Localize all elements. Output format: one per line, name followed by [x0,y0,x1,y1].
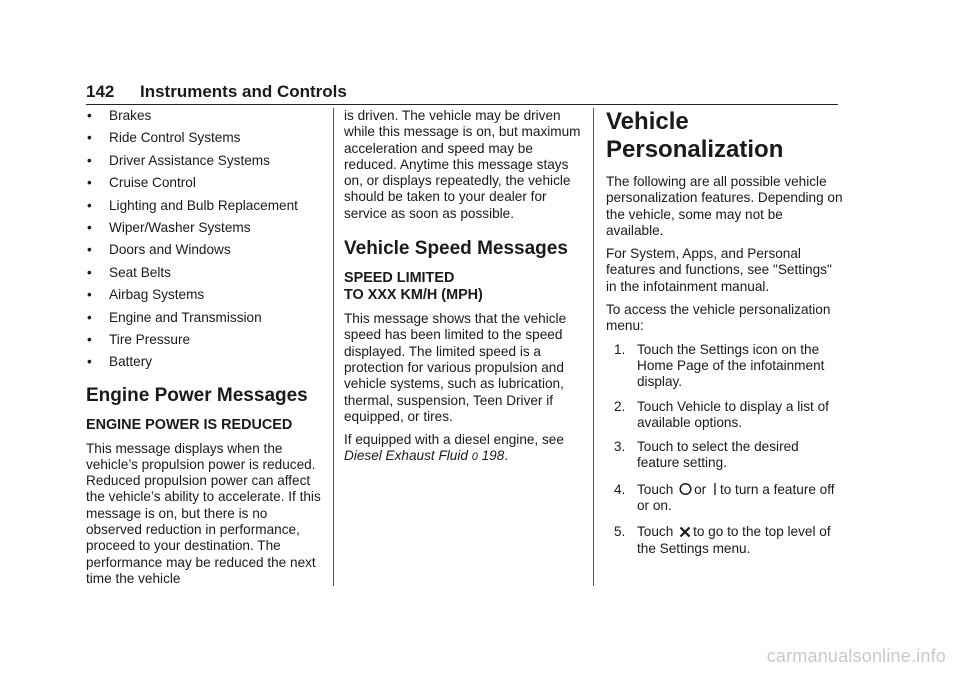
access-menu-paragraph: To access the vehicle personalization menu: [606,302,831,334]
bullet: • [87,309,92,325]
column-2 [344,108,584,473]
list-item: • Ride Control Systems [87,130,241,146]
engine-power-paragraph-continued: is driven. The vehicle may be driven while this message is on, but maximum acceleration and speed may be reduced. Anytime this message stays on, or displays repeatedly, the vehicle should be taken to your dealer for service as soon as possible. [344,108,581,221]
list-item: • Brakes [87,108,152,123]
engine-power-reduced-subheading: ENGINE POWER IS REDUCED [86,416,293,433]
vehicle-personalization-heading: Vehicle Personalization [606,108,784,163]
list-item: • Wiper/Washer Systems [87,219,251,235]
toggle-on-icon [712,482,718,496]
page-header [86,82,838,105]
bullet: • [87,242,92,258]
intro-paragraph: The following are all possible vehicle personalization features. Depending on the vehicle, some may not be available. [606,174,843,238]
column-divider-1 [333,108,334,586]
speed-limited-subheading: SPEED LIMITED TO XXX KM/H (MPH) [344,270,483,304]
step-item: 4. Touch or to turn a feature off or on. [614,481,835,514]
page-ref-arrow-icon: 0 [471,451,478,464]
vehicle-speed-heading: Vehicle Speed Messages [344,238,568,260]
bullet: • [87,130,92,146]
bullet: • [87,287,92,303]
step-item: 2. Touch Vehicle to display a list of available options. [614,398,829,430]
close-icon [679,526,691,538]
engine-power-paragraph: This message displays when the vehicle’s propulsion power is reduced. Reduced propulsion power can affect the vehicle’s ability to accelerate. If this message is on, but there is no observed reduction in performance, proceed to your destination. The performance may be reduced the next time the vehicle [86,440,321,586]
settings-reference-paragraph: For System, Apps, and Personal features and functions, see "Settings" in the infotainment manual. [606,246,832,294]
bullet: • [87,175,92,191]
bullet: • [87,108,92,123]
engine-power-heading: Engine Power Messages [86,384,308,406]
diesel-paragraph: If equipped with a diesel engine, see Diesel Exhaust Fluid 0 198. [344,432,564,464]
bullet: • [87,264,92,280]
step-item: 5. Touch to go to the top level of the Settings menu. [614,524,831,556]
column-1 [86,108,326,594]
column-divider-2 [593,108,594,586]
list-item: • Battery [87,354,153,370]
list-item: • Airbag Systems [87,287,205,303]
section-title: Instruments and Controls [140,82,347,101]
step-item: 1. Touch the Settings icon on the Home Page of the infotainment display. [614,341,825,390]
systems-list [86,108,326,371]
list-item: • Lighting and Bulb Replacement [87,197,298,213]
toggle-off-icon [679,482,692,496]
watermark: carmanualsonline.info [766,646,946,666]
steps-list [606,342,844,557]
list-item: • Engine and Transmission [87,309,262,325]
speed-limited-paragraph: This message shows that the vehicle speed has been limited to the speed displayed. The limited speed is a protection for various propulsion and vehicle systems, such as lubrication, thermal, suspension, Teen Driver if equipped, or tires. [344,311,567,424]
list-item: • Seat Belts [87,264,171,280]
list-item: • Cruise Control [87,175,196,191]
page-number: 142 [86,82,115,101]
bullet: • [87,219,92,235]
column-3 [606,108,844,565]
list-item: • Driver Assistance Systems [87,152,270,168]
step-item: 3. Touch to select the desired feature setting. [614,439,799,471]
bullet: • [87,197,92,213]
bullet: • [87,331,92,347]
list-item: • Doors and Windows [87,242,231,258]
bullet: • [87,152,92,168]
diesel-exhaust-fluid-link[interactable]: Diesel Exhaust Fluid 0 198 [344,448,505,464]
bullet: • [87,354,92,370]
list-item: • Tire Pressure [87,331,191,347]
